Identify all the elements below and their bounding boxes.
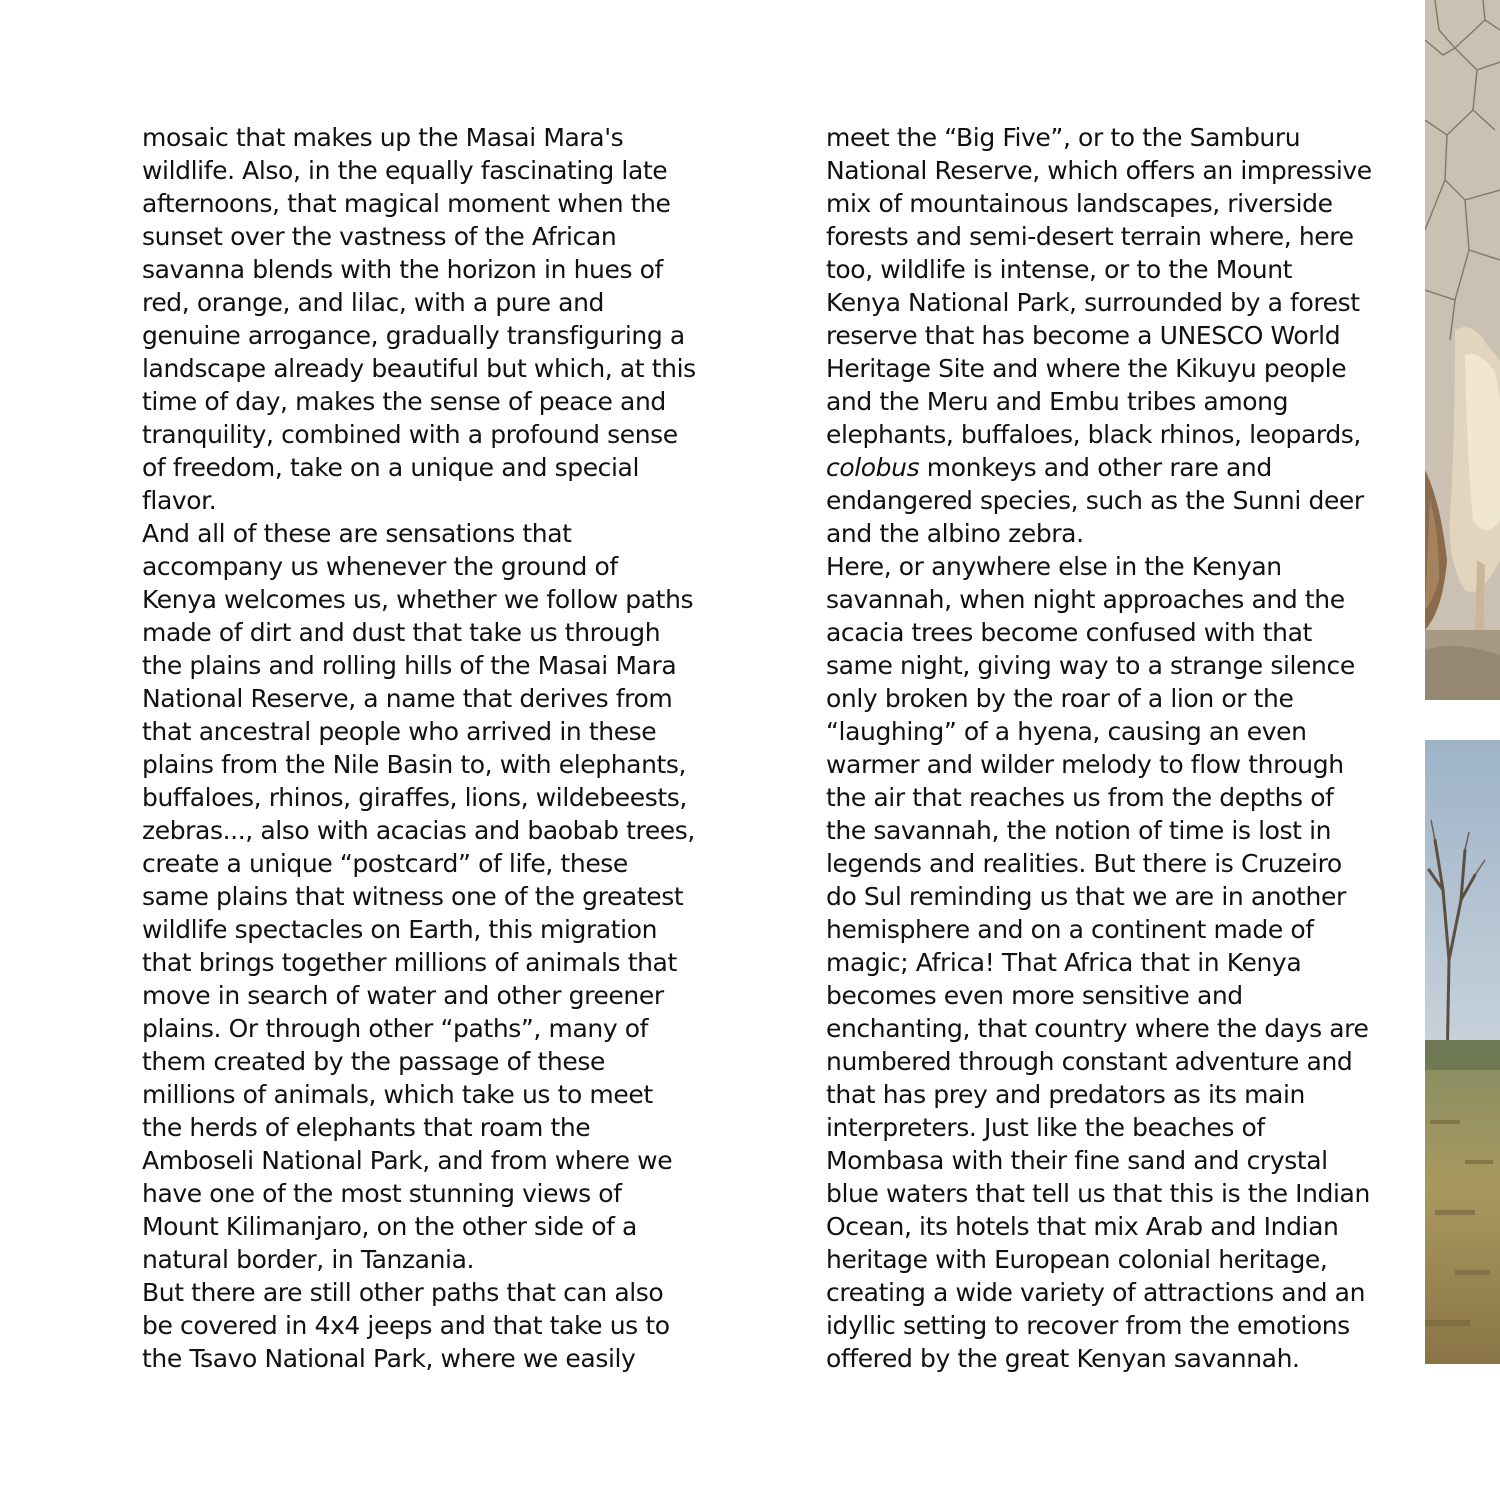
text-line: savannah, when night approaches and the [826, 585, 1345, 614]
text-line: hemisphere and on a continent made of [826, 915, 1314, 944]
text-line: heritage with European colonial heritage, [826, 1245, 1328, 1274]
text-line [826, 451, 1386, 484]
text-line: same night, giving way to a strange silence [826, 651, 1355, 680]
text-line: mosaic that makes up the Masai Mara's [142, 123, 624, 152]
text-line: Mount Kilimanjaro, on the other side of a [142, 1212, 637, 1241]
text-line: idyllic setting to recover from the emotions [826, 1311, 1350, 1340]
text-line: blue waters that tell us that this is the Indian [826, 1179, 1370, 1208]
text-line: the savannah, the notion of time is lost in [826, 816, 1332, 845]
text-line: that brings together millions of animals that [142, 948, 677, 977]
text-line: time of day, makes the sense of peace and [142, 387, 666, 416]
text-line: becomes even more sensitive and [826, 981, 1243, 1010]
text-line: forests and semi-desert terrain where, here [826, 222, 1354, 251]
text-line: Heritage Site and where the Kikuyu people [826, 354, 1347, 383]
text-line: “laughing” of a hyena, causing an even [826, 717, 1307, 746]
text-line: of freedom, take on a unique and special [142, 453, 640, 482]
text-line: them created by the passage of these [142, 1047, 605, 1076]
text-line: wildlife. Also, in the equally fascinating late [142, 156, 668, 185]
text-line: tranquility, combined with a profound sense [142, 420, 678, 449]
text-line: the herds of elephants that roam the [142, 1113, 591, 1142]
text-line: landscape already beautiful but which, at this [142, 354, 696, 383]
text-line: plains. Or through other “paths”, many of [142, 1014, 649, 1043]
text-line: accompany us whenever the ground of [142, 552, 618, 581]
text-line: buffaloes, rhinos, giraffes, lions, wildebeests, [142, 783, 687, 812]
text-line: the plains and rolling hills of the Masai Mara [142, 651, 677, 680]
text-line: flavor. [142, 486, 217, 515]
text-fragment: monkeys and other rare and [919, 453, 1272, 482]
text-line: be covered in 4x4 jeeps and that take us to [142, 1311, 670, 1340]
text-line: millions of animals, which take us to meet [142, 1080, 653, 1109]
text-line: Kenya National Park, surrounded by a forest [826, 288, 1360, 317]
text-line: too, wildlife is intense, or to the Mount [826, 255, 1293, 284]
text-line: Here, or anywhere else in the Kenyan [826, 552, 1282, 581]
text-line: endangered species, such as the Sunni deer [826, 486, 1364, 515]
text-line: made of dirt and dust that take us through [142, 618, 661, 647]
text-line: have one of the most stunning views of [142, 1179, 622, 1208]
text-line: plains from the Nile Basin to, with elephants, [142, 750, 687, 779]
text-line: and the Meru and Embu tribes among [826, 387, 1289, 416]
italic-species-name: colobus [826, 453, 920, 482]
text-line: Mombasa with their fine sand and crystal [826, 1146, 1328, 1175]
left-column [142, 121, 702, 1375]
antelope-photo [1425, 0, 1500, 700]
text-line: National Reserve, a name that derives from [142, 684, 673, 713]
text-line: meet the “Big Five”, or to the Samburu [826, 123, 1301, 152]
text-line: numbered through constant adventure and [826, 1047, 1353, 1076]
text-line: wildlife spectacles on Earth, this migration [142, 915, 658, 944]
text-line: offered by the great Kenyan savannah. [826, 1344, 1300, 1373]
text-line: mix of mountainous landscapes, riverside [826, 189, 1333, 218]
text-line: And all of these are sensations that [142, 519, 572, 548]
text-line: move in search of water and other greener [142, 981, 664, 1010]
text-line: Kenya welcomes us, whether we follow paths [142, 585, 694, 614]
text-line: savanna blends with the horizon in hues of [142, 255, 663, 284]
text-line: zebras..., also with acacias and baobab trees, [142, 816, 695, 845]
right-column [826, 121, 1386, 1375]
text-line: create a unique “postcard” of life, these [142, 849, 628, 878]
text-line: only broken by the roar of a lion or the [826, 684, 1294, 713]
text-line: genuine arrogance, gradually transfiguring a [142, 321, 685, 350]
text-line: elephants, buffaloes, black rhinos, leopards, [826, 420, 1361, 449]
text-line: But there are still other paths that can also [142, 1278, 664, 1307]
text-line: the air that reaches us from the depths of [826, 783, 1334, 812]
text-line: and the albino zebra. [826, 519, 1084, 548]
text-line: do Sul reminding us that we are in another [826, 882, 1346, 911]
text-line: afternoons, that magical moment when the [142, 189, 671, 218]
text-line: enchanting, that country where the days are [826, 1014, 1369, 1043]
text-line: red, orange, and lilac, with a pure and [142, 288, 604, 317]
text-line: acacia trees become confused with that [826, 618, 1312, 647]
text-line: Ocean, its hotels that mix Arab and Indian [826, 1212, 1339, 1241]
text-line: same plains that witness one of the greatest [142, 882, 684, 911]
text-line: Amboseli National Park, and from where we [142, 1146, 673, 1175]
text-line: creating a wide variety of attractions and an [826, 1278, 1366, 1307]
text-line: warmer and wilder melody to flow through [826, 750, 1344, 779]
text-line: that has prey and predators as its main [826, 1080, 1305, 1109]
text-line: National Reserve, which offers an impressive [826, 156, 1372, 185]
text-line: the Tsavo National Park, where we easily [142, 1344, 636, 1373]
savanna-tree-photo [1425, 740, 1500, 1364]
text-line: natural border, in Tanzania. [142, 1245, 475, 1274]
text-line: interpreters. Just like the beaches of [826, 1113, 1265, 1142]
text-line: legends and realities. But there is Cruzeiro [826, 849, 1342, 878]
text-line: magic; Africa! That Africa that in Kenya [826, 948, 1302, 977]
text-line: sunset over the vastness of the African [142, 222, 617, 251]
text-line: that ancestral people who arrived in these [142, 717, 657, 746]
text-line: reserve that has become a UNESCO World [826, 321, 1341, 350]
